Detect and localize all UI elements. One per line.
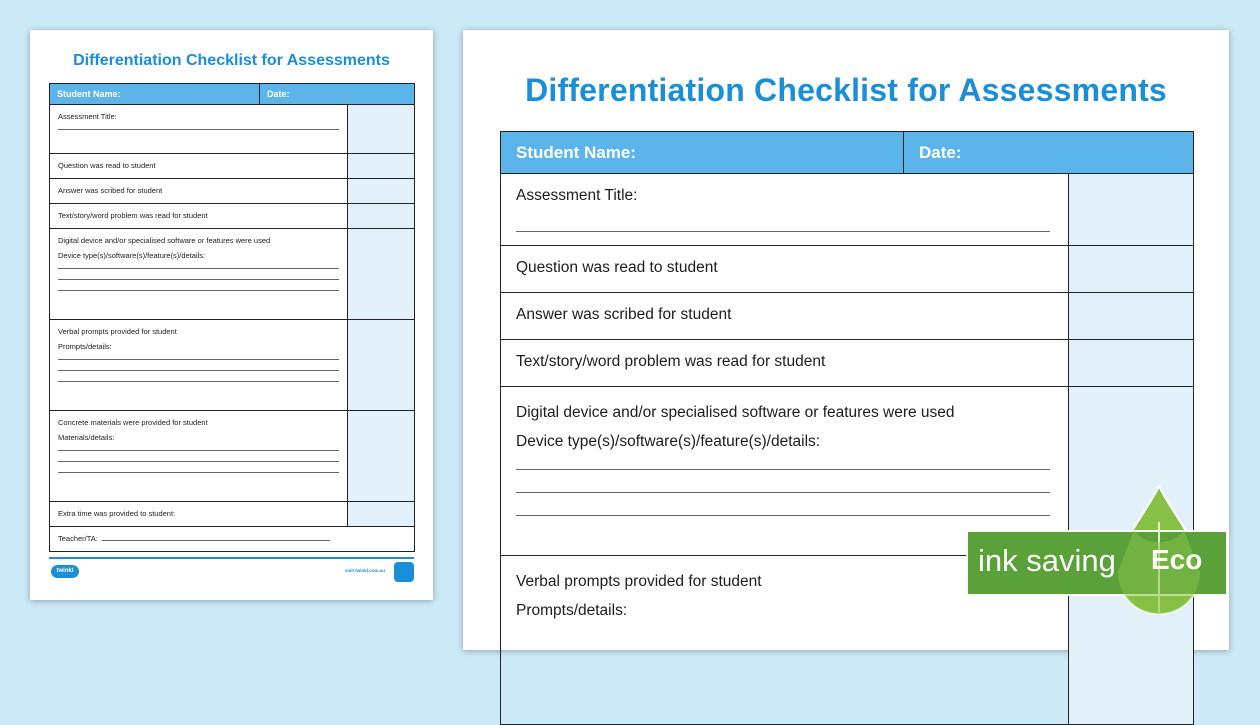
write-line — [516, 231, 1050, 232]
concrete-materials-field — [50, 411, 348, 502]
date-header: Date: — [904, 132, 1194, 174]
assessment-title-field — [50, 105, 348, 154]
write-line — [516, 469, 1050, 470]
check-box — [348, 229, 415, 320]
quality-badge-icon — [394, 562, 414, 582]
write-line — [58, 129, 339, 130]
date-header: Date: — [260, 84, 415, 105]
write-line — [58, 461, 339, 462]
header-row — [50, 84, 415, 105]
write-line — [58, 279, 339, 280]
write-line — [516, 515, 1050, 516]
table-row — [501, 293, 1194, 340]
check-box — [348, 411, 415, 502]
row-label: Digital device and/or specialised software or features were used — [58, 236, 271, 245]
write-line — [58, 472, 339, 473]
write-line — [58, 268, 339, 269]
row-label: Concrete materials were provided for student — [58, 418, 208, 427]
check-box — [348, 502, 415, 527]
write-line — [516, 492, 1050, 493]
row-label: Assessment Title: — [58, 112, 117, 121]
table-row — [50, 204, 415, 229]
row-label: Assessment Title: — [516, 187, 638, 204]
table-row — [50, 411, 415, 502]
row-sublabel: Prompts/details: — [516, 602, 628, 619]
table-row — [50, 502, 415, 527]
document-title: Differentiation Checklist for Assessments — [73, 52, 390, 69]
write-line — [58, 290, 339, 291]
write-line — [58, 370, 339, 371]
check-box — [1069, 174, 1194, 246]
footer-divider — [49, 557, 414, 559]
row-label: Teacher/TA: — [58, 534, 98, 543]
row-label: Text/story/word problem was read for student — [50, 204, 348, 229]
table-row — [50, 229, 415, 320]
table-row — [50, 320, 415, 411]
row-label: Extra time was provided to student: — [50, 502, 348, 527]
check-box — [1069, 246, 1194, 293]
row-sublabel: Device type(s)/software(s)/feature(s)/details: — [58, 251, 206, 260]
row-sublabel: Device type(s)/software(s)/feature(s)/details: — [516, 433, 821, 450]
row-label: Answer was scribed for student — [50, 179, 348, 204]
check-box — [348, 105, 415, 154]
digital-device-field — [50, 229, 348, 320]
checklist-table — [49, 83, 415, 552]
assessment-title-field — [501, 174, 1069, 246]
verbal-prompts-field — [50, 320, 348, 411]
table-row — [50, 105, 415, 154]
check-box — [348, 320, 415, 411]
row-label: Question was read to student — [50, 154, 348, 179]
table-row — [50, 154, 415, 179]
row-label: Digital device and/or specialised software or features were used — [516, 404, 955, 421]
row-label: Verbal prompts provided for student — [516, 573, 762, 590]
eco-label: Eco — [1151, 544, 1203, 575]
table-row — [50, 527, 415, 552]
document-title: Differentiation Checklist for Assessments — [525, 72, 1167, 108]
table-row — [501, 246, 1194, 293]
table-row — [50, 179, 415, 204]
row-label: Answer was scribed for student — [501, 293, 1069, 340]
header-row — [501, 132, 1194, 174]
row-label: Question was read to student — [501, 246, 1069, 293]
write-line — [58, 359, 339, 360]
check-box — [348, 154, 415, 179]
student-name-header: Student Name: — [501, 132, 904, 174]
page-preview — [30, 30, 433, 600]
checklist-table — [500, 131, 1194, 725]
twinkl-logo: twinkl — [51, 565, 79, 578]
row-sublabel: Prompts/details: — [58, 342, 112, 351]
row-label: Text/story/word problem was read for student — [501, 340, 1069, 387]
write-line — [58, 450, 339, 451]
table-row — [501, 174, 1194, 246]
footer-url: visit twinkl.com.au — [344, 568, 385, 573]
write-line — [58, 381, 339, 382]
ink-saving-badge — [966, 530, 1228, 596]
check-box — [348, 204, 415, 229]
student-name-header: Student Name: — [50, 84, 260, 105]
row-sublabel: Materials/details: — [58, 433, 115, 442]
table-row — [501, 340, 1194, 387]
row-label: Verbal prompts provided for student — [58, 327, 177, 336]
check-box — [348, 179, 415, 204]
ink-saving-label: ink saving — [978, 543, 1116, 578]
check-box — [1069, 293, 1194, 340]
check-box — [1069, 340, 1194, 387]
teacher-field — [50, 527, 415, 552]
